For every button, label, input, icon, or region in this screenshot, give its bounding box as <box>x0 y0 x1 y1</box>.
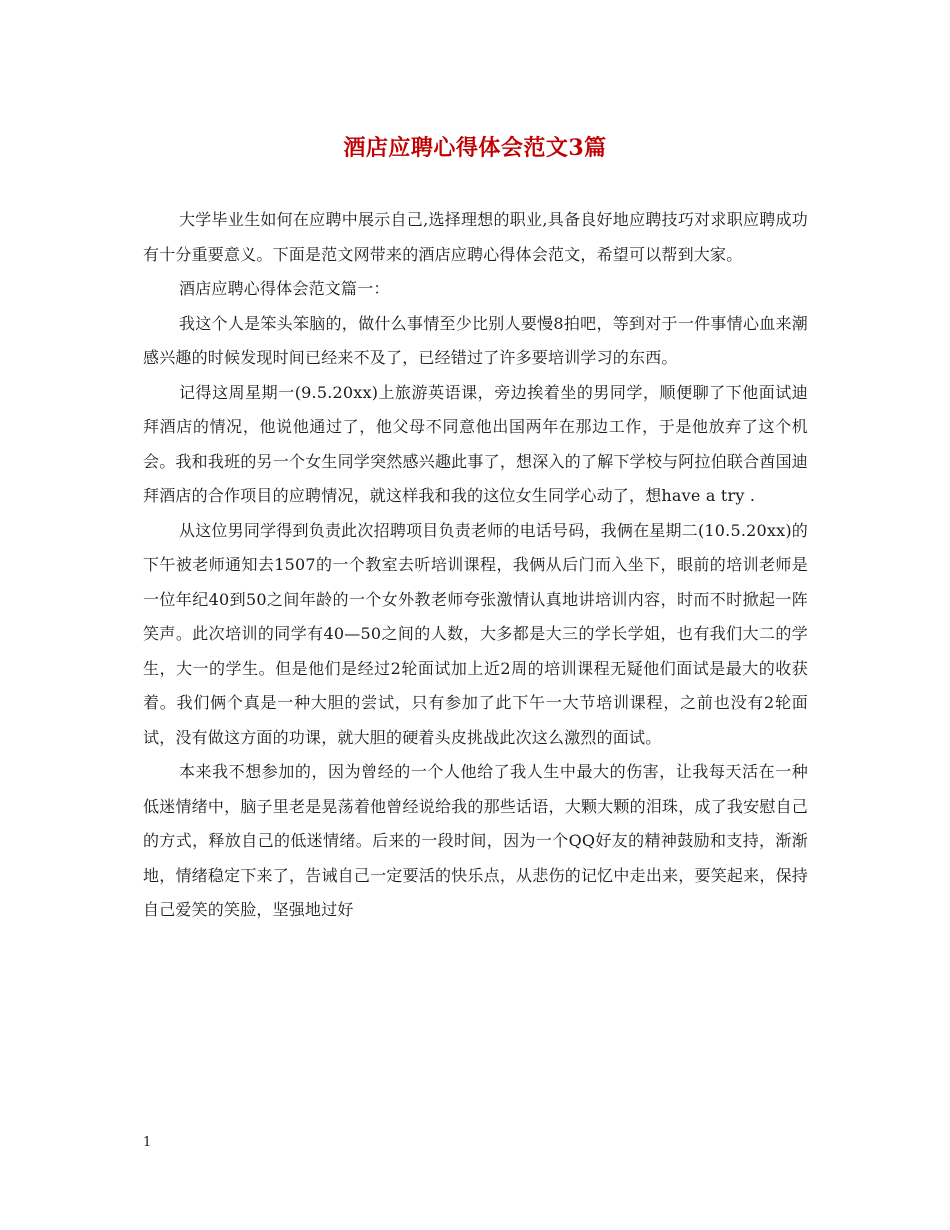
paragraph-intro: 大学毕业生如何在应聘中展示自己,选择理想的职业,具备良好地应聘技巧对求职应聘成功有十分重要意义。下面是范文网带来的酒店应聘心得体会范文，希望可以帮到大家。 <box>143 210 808 264</box>
document-title: 酒店应聘心得体会范文3篇 <box>343 135 607 161</box>
paragraph-2: 记得这周星期一(9.5.20xx)上旅游英语课，旁边挨着坐的男同学，顺便聊了下他面试迪拜酒店的情况，他说他通过了，他父母不同意他出国两年在那边工作，于是他放弃了这个机会。我和我班的另一个女生同学突然感兴趣此事了，想深入的了解下学校与阿拉伯联合酋国迪拜酒店的合作项目的应聘情况，就这样我和我的这位女生同学心动了，想have a try . <box>143 382 808 505</box>
paragraph-3: 从这位男同学得到负责此次招聘项目负责老师的电话号码，我俩在星期二(10.5.20xx)的下午被老师通知去1507的一个教室去听培训课程，我俩从后门而入坐下，眼前的培训老师是一位年纪40到50之间年龄的一个女外教老师夸张激情认真地讲培训内容，时而不时掀起一阵笑声。此次培训的同学有40—50之间的人数，大多都是大三的学长学姐，也有我们大二的学生，大一的学生。但是他们是经过2轮面试加上近2周的培训课程无疑他们面试是最大的收获着。我们俩个真是一种大胆的尝试，只有参加了此下午一大节培训课程，之前也没有2轮面试，没有做这方面的功课，就大胆的硬着头皮挑战此次这么激烈的面试。 <box>143 520 808 747</box>
paragraph-1: 我这个人是笨头笨脑的，做什么事情至少比别人要慢8拍吧，等到对于一件事情心血来潮感兴趣的时候发现时间已经来不及了，已经错过了许多要培训学习的东西。 <box>143 313 808 367</box>
page-number: 1 <box>143 1135 152 1150</box>
paragraph-4: 本来我不想参加的，因为曾经的一个人他给了我人生中最大的伤害，让我每天活在一种低迷情绪中，脑子里老是晃荡着他曾经说给我的那些话语，大颗大颗的泪珠，成了我安慰自己的方式，释放自己的低迷情绪。后来的一段时间，因为一个QQ好友的精神鼓励和支持，渐渐地，情绪稳定下来了，告诫自己一定要活的快乐点，从悲伤的记忆中走出来，要笑起来，保持自己爱笑的笑脸，坚强地过好 <box>143 762 808 919</box>
document-body <box>143 203 808 928</box>
paragraph-section-heading: 酒店应聘心得体会范文篇一： <box>179 279 390 298</box>
